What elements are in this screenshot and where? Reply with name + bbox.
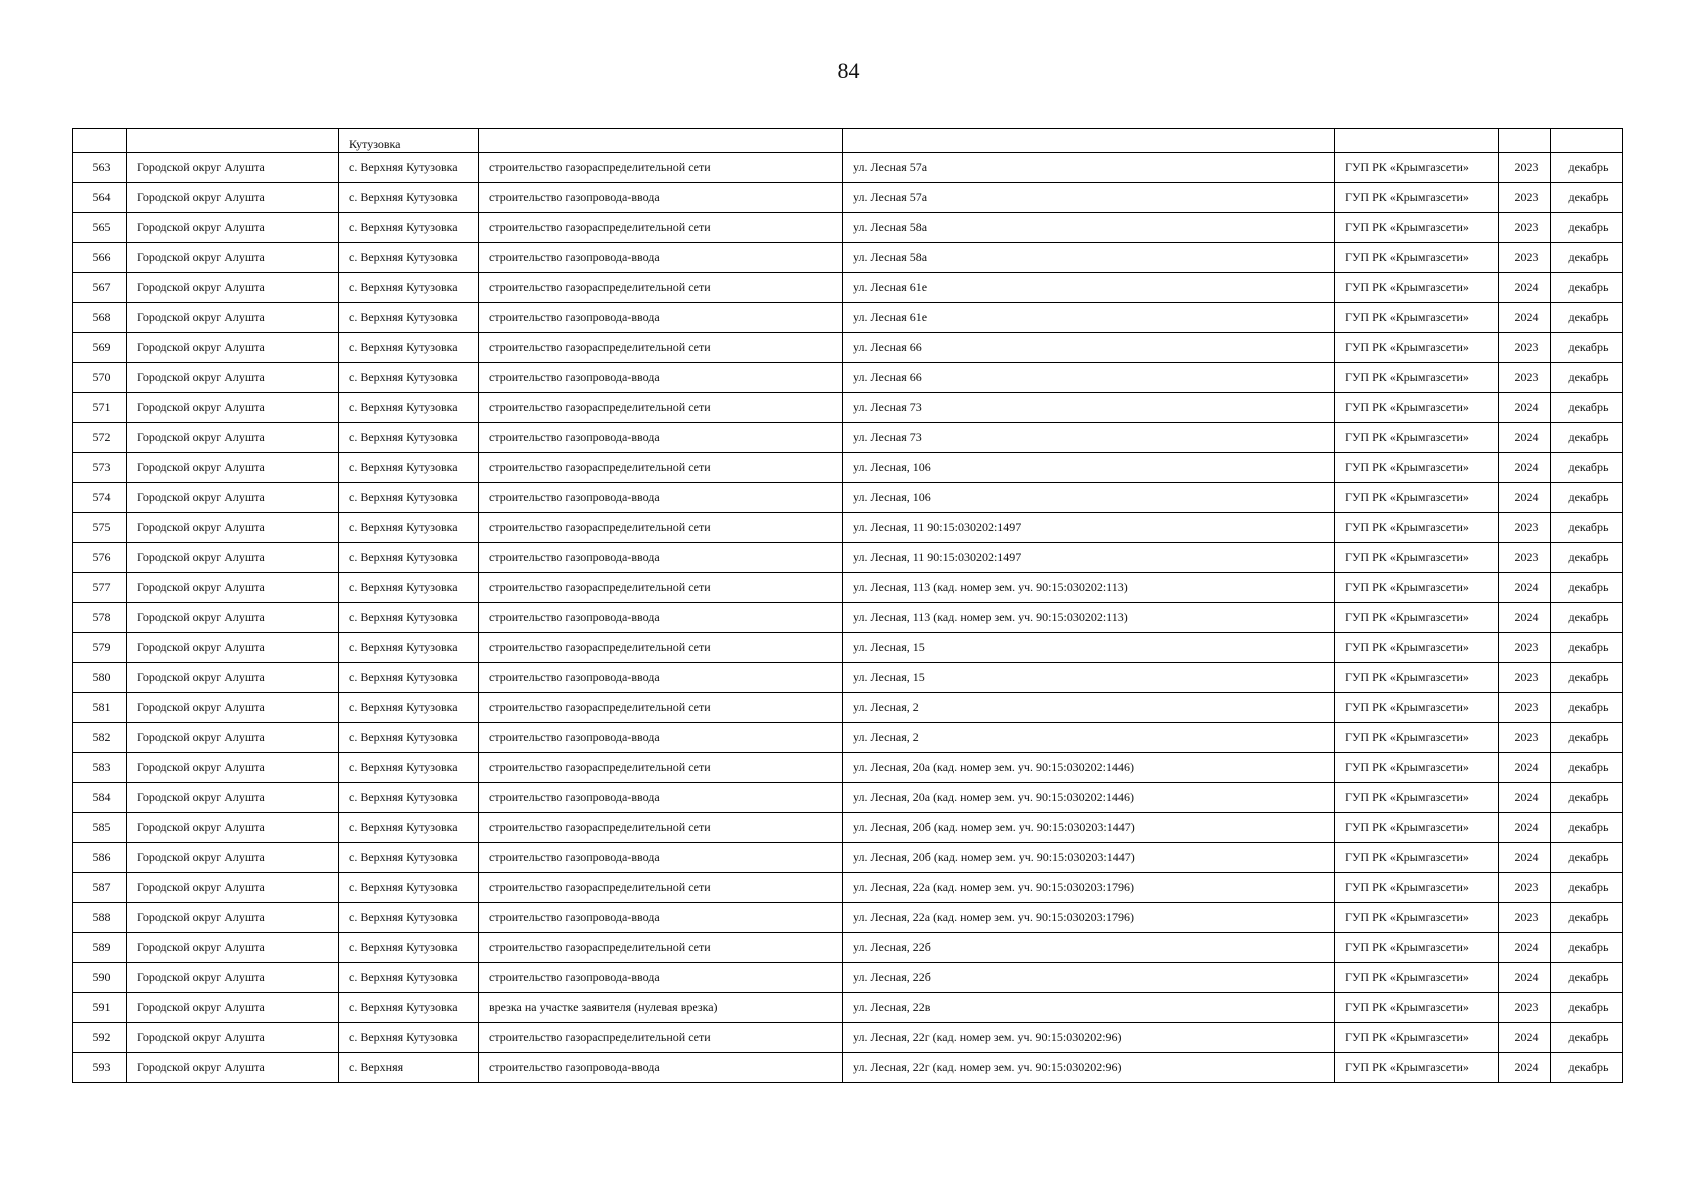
cell-year: 2024 bbox=[1499, 963, 1551, 993]
cell-year: 2023 bbox=[1499, 873, 1551, 903]
cell-month: декабрь bbox=[1551, 873, 1623, 903]
cell-district: Городской округ Алушта bbox=[127, 453, 339, 483]
cell-year: 2023 bbox=[1499, 993, 1551, 1023]
cell-num: 585 bbox=[73, 813, 127, 843]
cell-address: ул. Лесная 58а bbox=[843, 213, 1335, 243]
table-row bbox=[73, 543, 1623, 573]
cell-district: Городской округ Алушта bbox=[127, 1023, 339, 1053]
cell-organization: ГУП РК «Крымгазсети» bbox=[1335, 1023, 1499, 1053]
cell-work: строительство газопровода-ввода bbox=[479, 243, 843, 273]
cell-work bbox=[479, 129, 843, 153]
cell-year: 2024 bbox=[1499, 483, 1551, 513]
cell-num: 567 bbox=[73, 273, 127, 303]
cell-month: декабрь bbox=[1551, 693, 1623, 723]
cell-month: декабрь bbox=[1551, 783, 1623, 813]
cell-organization: ГУП РК «Крымгазсети» bbox=[1335, 783, 1499, 813]
cell-address: ул. Лесная, 22г (кад. номер зем. уч. 90:15:030202:96) bbox=[843, 1023, 1335, 1053]
cell-month: декабрь bbox=[1551, 183, 1623, 213]
cell-district: Городской округ Алушта bbox=[127, 483, 339, 513]
cell-num: 591 bbox=[73, 993, 127, 1023]
cell-location: с. Верхняя Кутузовка bbox=[339, 813, 479, 843]
cell-year: 2023 bbox=[1499, 153, 1551, 183]
cell-month: декабрь bbox=[1551, 543, 1623, 573]
cell-district: Городской округ Алушта bbox=[127, 303, 339, 333]
cell-year: 2023 bbox=[1499, 663, 1551, 693]
table-row bbox=[73, 393, 1623, 423]
cell-work: строительство газопровода-ввода bbox=[479, 783, 843, 813]
cell-organization: ГУП РК «Крымгазсети» bbox=[1335, 663, 1499, 693]
cell-month: декабрь bbox=[1551, 573, 1623, 603]
table-row bbox=[73, 963, 1623, 993]
cell-year: 2024 bbox=[1499, 453, 1551, 483]
cell-location: с. Верхняя Кутузовка bbox=[339, 963, 479, 993]
cell-location: с. Верхняя Кутузовка bbox=[339, 393, 479, 423]
cell-district: Городской округ Алушта bbox=[127, 993, 339, 1023]
cell-address: ул. Лесная 58а bbox=[843, 243, 1335, 273]
cell-month: декабрь bbox=[1551, 633, 1623, 663]
cell-work: строительство газопровода-ввода bbox=[479, 723, 843, 753]
cell-organization: ГУП РК «Крымгазсети» bbox=[1335, 483, 1499, 513]
cell-work: строительство газопровода-ввода bbox=[479, 303, 843, 333]
table-row bbox=[73, 693, 1623, 723]
cell-district: Городской округ Алушта bbox=[127, 663, 339, 693]
cell-location: с. Верхняя Кутузовка bbox=[339, 543, 479, 573]
cell-year: 2023 bbox=[1499, 903, 1551, 933]
cell-address: ул. Лесная, 113 (кад. номер зем. уч. 90:15:030202:113) bbox=[843, 573, 1335, 603]
cell-year: 2024 bbox=[1499, 843, 1551, 873]
cell-district: Городской округ Алушта bbox=[127, 753, 339, 783]
cell-num: 587 bbox=[73, 873, 127, 903]
cell-year: 2024 bbox=[1499, 783, 1551, 813]
cell-address: ул. Лесная 66 bbox=[843, 333, 1335, 363]
cell-work: строительство газопровода-ввода bbox=[479, 483, 843, 513]
cell-location: с. Верхняя Кутузовка bbox=[339, 753, 479, 783]
table-row bbox=[73, 573, 1623, 603]
cell-address: ул. Лесная, 15 bbox=[843, 633, 1335, 663]
cell-num: 590 bbox=[73, 963, 127, 993]
cell-work: строительство газопровода-ввода bbox=[479, 843, 843, 873]
cell-organization: ГУП РК «Крымгазсети» bbox=[1335, 453, 1499, 483]
cell-num: 574 bbox=[73, 483, 127, 513]
cell-year: 2024 bbox=[1499, 393, 1551, 423]
cell-num: 575 bbox=[73, 513, 127, 543]
table-row bbox=[73, 873, 1623, 903]
cell-num: 580 bbox=[73, 663, 127, 693]
cell-num: 568 bbox=[73, 303, 127, 333]
cell-district bbox=[127, 129, 339, 153]
cell-address: ул. Лесная, 11 90:15:030202:1497 bbox=[843, 543, 1335, 573]
cell-address: ул. Лесная, 20б (кад. номер зем. уч. 90:15:030203:1447) bbox=[843, 813, 1335, 843]
cell-year: 2023 bbox=[1499, 183, 1551, 213]
cell-organization: ГУП РК «Крымгазсети» bbox=[1335, 363, 1499, 393]
cell-address: ул. Лесная, 2 bbox=[843, 723, 1335, 753]
cell-num: 588 bbox=[73, 903, 127, 933]
cell-address: ул. Лесная 61е bbox=[843, 273, 1335, 303]
cell-organization: ГУП РК «Крымгазсети» bbox=[1335, 723, 1499, 753]
table-row bbox=[73, 813, 1623, 843]
table-row bbox=[73, 483, 1623, 513]
table-row bbox=[73, 843, 1623, 873]
cell-work: строительство газопровода-ввода bbox=[479, 903, 843, 933]
cell-address: ул. Лесная, 22а (кад. номер зем. уч. 90:15:030203:1796) bbox=[843, 873, 1335, 903]
cell-district: Городской округ Алушта bbox=[127, 903, 339, 933]
cell-address: ул. Лесная 66 bbox=[843, 363, 1335, 393]
cell-month: декабрь bbox=[1551, 753, 1623, 783]
table-row bbox=[73, 903, 1623, 933]
cell-location: с. Верхняя Кутузовка bbox=[339, 453, 479, 483]
cell-work: строительство газораспределительной сети bbox=[479, 453, 843, 483]
table-row bbox=[73, 633, 1623, 663]
cell-organization: ГУП РК «Крымгазсети» bbox=[1335, 153, 1499, 183]
cell-work: строительство газопровода-ввода bbox=[479, 963, 843, 993]
cell-organization: ГУП РК «Крымгазсети» bbox=[1335, 843, 1499, 873]
cell-district: Городской округ Алушта bbox=[127, 423, 339, 453]
cell-location: с. Верхняя Кутузовка bbox=[339, 723, 479, 753]
cell-month: декабрь bbox=[1551, 603, 1623, 633]
cell-organization: ГУП РК «Крымгазсети» bbox=[1335, 213, 1499, 243]
cell-organization: ГУП РК «Крымгазсети» bbox=[1335, 753, 1499, 783]
cell-organization: ГУП РК «Крымгазсети» bbox=[1335, 813, 1499, 843]
cell-num: 577 bbox=[73, 573, 127, 603]
cell-organization: ГУП РК «Крымгазсети» bbox=[1335, 393, 1499, 423]
cell-num: 579 bbox=[73, 633, 127, 663]
cell-year: 2024 bbox=[1499, 603, 1551, 633]
cell-organization: ГУП РК «Крымгазсети» bbox=[1335, 993, 1499, 1023]
cell-organization: ГУП РК «Крымгазсети» bbox=[1335, 603, 1499, 633]
cell-address: ул. Лесная, 2 bbox=[843, 693, 1335, 723]
cell-address: ул. Лесная, 20а (кад. номер зем. уч. 90:15:030202:1446) bbox=[843, 753, 1335, 783]
cell-num: 593 bbox=[73, 1053, 127, 1083]
cell-year: 2024 bbox=[1499, 423, 1551, 453]
cell-location: с. Верхняя Кутузовка bbox=[339, 303, 479, 333]
table-row bbox=[73, 213, 1623, 243]
cell-organization: ГУП РК «Крымгазсети» bbox=[1335, 933, 1499, 963]
cell-location: с. Верхняя Кутузовка bbox=[339, 693, 479, 723]
cell-month: декабрь bbox=[1551, 153, 1623, 183]
cell-organization: ГУП РК «Крымгазсети» bbox=[1335, 333, 1499, 363]
cell-month: декабрь bbox=[1551, 1023, 1623, 1053]
cell-month: декабрь bbox=[1551, 333, 1623, 363]
cell-month: декабрь bbox=[1551, 423, 1623, 453]
cell-work: строительство газораспределительной сети bbox=[479, 213, 843, 243]
cell-num: 584 bbox=[73, 783, 127, 813]
cell-month: декабрь bbox=[1551, 213, 1623, 243]
cell-location: с. Верхняя Кутузовка bbox=[339, 783, 479, 813]
cell-address: ул. Лесная, 106 bbox=[843, 453, 1335, 483]
cell-num: 564 bbox=[73, 183, 127, 213]
cell-month: декабрь bbox=[1551, 723, 1623, 753]
cell-address: ул. Лесная, 22в bbox=[843, 993, 1335, 1023]
cell-district: Городской округ Алушта bbox=[127, 813, 339, 843]
cell-work: строительство газопровода-ввода bbox=[479, 1053, 843, 1083]
cell-month: декабрь bbox=[1551, 363, 1623, 393]
table-row bbox=[73, 783, 1623, 813]
cell-num: 563 bbox=[73, 153, 127, 183]
cell-organization: ГУП РК «Крымгазсети» bbox=[1335, 273, 1499, 303]
cell-month: декабрь bbox=[1551, 903, 1623, 933]
cell-work: строительство газораспределительной сети bbox=[479, 393, 843, 423]
cell-year: 2023 bbox=[1499, 243, 1551, 273]
cell-month bbox=[1551, 129, 1623, 153]
cell-district: Городской округ Алушта bbox=[127, 243, 339, 273]
cell-year bbox=[1499, 129, 1551, 153]
cell-year: 2023 bbox=[1499, 363, 1551, 393]
cell-location: с. Верхняя Кутузовка bbox=[339, 933, 479, 963]
cell-year: 2024 bbox=[1499, 933, 1551, 963]
cell-district: Городской округ Алушта bbox=[127, 693, 339, 723]
table-row bbox=[73, 153, 1623, 183]
cell-location: с. Верхняя Кутузовка bbox=[339, 213, 479, 243]
cell-location: с. Верхняя Кутузовка bbox=[339, 903, 479, 933]
cell-month: декабрь bbox=[1551, 483, 1623, 513]
table-row bbox=[73, 243, 1623, 273]
cell-num: 592 bbox=[73, 1023, 127, 1053]
cell-month: декабрь bbox=[1551, 813, 1623, 843]
cell-num: 583 bbox=[73, 753, 127, 783]
table-row bbox=[73, 333, 1623, 363]
cell-district: Городской округ Алушта bbox=[127, 633, 339, 663]
table-row bbox=[73, 423, 1623, 453]
cell-month: декабрь bbox=[1551, 243, 1623, 273]
cell-year: 2023 bbox=[1499, 333, 1551, 363]
cell-location: с. Верхняя Кутузовка bbox=[339, 603, 479, 633]
cell-work: строительство газопровода-ввода bbox=[479, 423, 843, 453]
cell-work: строительство газопровода-ввода bbox=[479, 363, 843, 393]
cell-work: строительство газораспределительной сети bbox=[479, 573, 843, 603]
cell-location: с. Верхняя bbox=[339, 1053, 479, 1083]
cell-work: строительство газопровода-ввода bbox=[479, 663, 843, 693]
cell-work: строительство газораспределительной сети bbox=[479, 753, 843, 783]
cell-num: 581 bbox=[73, 693, 127, 723]
cell-num bbox=[73, 129, 127, 153]
cell-location: с. Верхняя Кутузовка bbox=[339, 1023, 479, 1053]
cell-num: 566 bbox=[73, 243, 127, 273]
cell-month: декабрь bbox=[1551, 453, 1623, 483]
cell-num: 570 bbox=[73, 363, 127, 393]
cell-organization: ГУП РК «Крымгазсети» bbox=[1335, 573, 1499, 603]
cell-num: 582 bbox=[73, 723, 127, 753]
table-row bbox=[73, 1023, 1623, 1053]
cell-num: 589 bbox=[73, 933, 127, 963]
table-row bbox=[73, 933, 1623, 963]
cell-location: с. Верхняя Кутузовка bbox=[339, 663, 479, 693]
cell-year: 2024 bbox=[1499, 273, 1551, 303]
cell-year: 2024 bbox=[1499, 303, 1551, 333]
cell-address bbox=[843, 129, 1335, 153]
cell-year: 2023 bbox=[1499, 693, 1551, 723]
cell-work: строительство газораспределительной сети bbox=[479, 333, 843, 363]
cell-address: ул. Лесная, 22б bbox=[843, 933, 1335, 963]
cell-year: 2024 bbox=[1499, 753, 1551, 783]
cell-location: с. Верхняя Кутузовка bbox=[339, 243, 479, 273]
cell-location: с. Верхняя Кутузовка bbox=[339, 993, 479, 1023]
table-row bbox=[73, 183, 1623, 213]
cell-num: 573 bbox=[73, 453, 127, 483]
cell-district: Городской округ Алушта bbox=[127, 723, 339, 753]
cell-work: строительство газопровода-ввода bbox=[479, 183, 843, 213]
cell-address: ул. Лесная 57а bbox=[843, 183, 1335, 213]
cell-num: 572 bbox=[73, 423, 127, 453]
cell-organization: ГУП РК «Крымгазсети» bbox=[1335, 1053, 1499, 1083]
cell-location: с. Верхняя Кутузовка bbox=[339, 483, 479, 513]
cell-month: декабрь bbox=[1551, 513, 1623, 543]
cell-district: Городской округ Алушта bbox=[127, 573, 339, 603]
cell-address: ул. Лесная, 20а (кад. номер зем. уч. 90:15:030202:1446) bbox=[843, 783, 1335, 813]
cell-location: с. Верхняя Кутузовка bbox=[339, 873, 479, 903]
cell-district: Городской округ Алушта bbox=[127, 843, 339, 873]
cell-address: ул. Лесная, 106 bbox=[843, 483, 1335, 513]
cell-work: строительство газораспределительной сети bbox=[479, 633, 843, 663]
cell-year: 2024 bbox=[1499, 1053, 1551, 1083]
cell-year: 2023 bbox=[1499, 513, 1551, 543]
table-body bbox=[73, 129, 1623, 1083]
cell-address: ул. Лесная, 22а (кад. номер зем. уч. 90:15:030203:1796) bbox=[843, 903, 1335, 933]
cell-num: 569 bbox=[73, 333, 127, 363]
cell-work: строительство газораспределительной сети bbox=[479, 693, 843, 723]
cell-address: ул. Лесная 73 bbox=[843, 393, 1335, 423]
cell-district: Городской округ Алушта bbox=[127, 333, 339, 363]
cell-year: 2023 bbox=[1499, 723, 1551, 753]
cell-num: 565 bbox=[73, 213, 127, 243]
cell-address: ул. Лесная, 11 90:15:030202:1497 bbox=[843, 513, 1335, 543]
table-row bbox=[73, 513, 1623, 543]
cell-district: Городской округ Алушта bbox=[127, 873, 339, 903]
table-row bbox=[73, 723, 1623, 753]
cell-organization: ГУП РК «Крымгазсети» bbox=[1335, 183, 1499, 213]
cell-year: 2024 bbox=[1499, 813, 1551, 843]
cell-district: Городской округ Алушта bbox=[127, 933, 339, 963]
cell-organization: ГУП РК «Крымгазсети» bbox=[1335, 243, 1499, 273]
cell-month: декабрь bbox=[1551, 303, 1623, 333]
cell-month: декабрь bbox=[1551, 663, 1623, 693]
cell-work: строительство газораспределительной сети bbox=[479, 153, 843, 183]
cell-address: ул. Лесная, 15 bbox=[843, 663, 1335, 693]
cell-address: ул. Лесная 61е bbox=[843, 303, 1335, 333]
cell-year: 2024 bbox=[1499, 573, 1551, 603]
cell-district: Городской округ Алушта bbox=[127, 393, 339, 423]
cell-work: врезка на участке заявителя (нулевая врезка) bbox=[479, 993, 843, 1023]
cell-district: Городской округ Алушта bbox=[127, 543, 339, 573]
cell-address: ул. Лесная 57а bbox=[843, 153, 1335, 183]
cell-location: с. Верхняя Кутузовка bbox=[339, 513, 479, 543]
cell-address: ул. Лесная, 113 (кад. номер зем. уч. 90:15:030202:113) bbox=[843, 603, 1335, 633]
cell-num: 586 bbox=[73, 843, 127, 873]
cell-location: с. Верхняя Кутузовка bbox=[339, 633, 479, 663]
cell-organization: ГУП РК «Крымгазсети» bbox=[1335, 903, 1499, 933]
table-row bbox=[73, 663, 1623, 693]
cell-work: строительство газораспределительной сети bbox=[479, 813, 843, 843]
cell-location: с. Верхняя Кутузовка bbox=[339, 573, 479, 603]
cell-organization: ГУП РК «Крымгазсети» bbox=[1335, 423, 1499, 453]
table-row bbox=[73, 273, 1623, 303]
cell-organization: ГУП РК «Крымгазсети» bbox=[1335, 873, 1499, 903]
cell-num: 576 bbox=[73, 543, 127, 573]
continuation-row bbox=[73, 129, 1623, 153]
cell-work: строительство газопровода-ввода bbox=[479, 603, 843, 633]
cell-month: декабрь bbox=[1551, 393, 1623, 423]
cell-month: декабрь bbox=[1551, 963, 1623, 993]
cell-num: 571 bbox=[73, 393, 127, 423]
cell-work: строительство газораспределительной сети bbox=[479, 1023, 843, 1053]
cell-district: Городской округ Алушта bbox=[127, 273, 339, 303]
cell-organization: ГУП РК «Крымгазсети» bbox=[1335, 633, 1499, 663]
cell-work: строительство газораспределительной сети bbox=[479, 873, 843, 903]
cell-location: с. Верхняя Кутузовка bbox=[339, 273, 479, 303]
cell-year: 2023 bbox=[1499, 633, 1551, 663]
cell-district: Городской округ Алушта bbox=[127, 513, 339, 543]
table-row bbox=[73, 453, 1623, 483]
table-row bbox=[73, 1053, 1623, 1083]
cell-location: с. Верхняя Кутузовка bbox=[339, 333, 479, 363]
cell-district: Городской округ Алушта bbox=[127, 183, 339, 213]
table-row bbox=[73, 753, 1623, 783]
cell-location: с. Верхняя Кутузовка bbox=[339, 183, 479, 213]
table-row bbox=[73, 603, 1623, 633]
cell-location: Кутузовка bbox=[339, 129, 479, 153]
cell-work: строительство газораспределительной сети bbox=[479, 933, 843, 963]
cell-address: ул. Лесная, 22г (кад. номер зем. уч. 90:15:030202:96) bbox=[843, 1053, 1335, 1083]
cell-year: 2023 bbox=[1499, 213, 1551, 243]
cell-address: ул. Лесная, 20б (кад. номер зем. уч. 90:15:030203:1447) bbox=[843, 843, 1335, 873]
cell-work: строительство газопровода-ввода bbox=[479, 543, 843, 573]
cell-location: с. Верхняя Кутузовка bbox=[339, 843, 479, 873]
cell-month: декабрь bbox=[1551, 1053, 1623, 1083]
cell-organization: ГУП РК «Крымгазсети» bbox=[1335, 693, 1499, 723]
cell-district: Городской округ Алушта bbox=[127, 1053, 339, 1083]
table-row bbox=[73, 303, 1623, 333]
cell-organization: ГУП РК «Крымгазсети» bbox=[1335, 543, 1499, 573]
cell-district: Городской округ Алушта bbox=[127, 963, 339, 993]
cell-address: ул. Лесная, 22б bbox=[843, 963, 1335, 993]
cell-district: Городской округ Алушта bbox=[127, 213, 339, 243]
cell-month: декабрь bbox=[1551, 843, 1623, 873]
cell-location: с. Верхняя Кутузовка bbox=[339, 423, 479, 453]
cell-month: декабрь bbox=[1551, 933, 1623, 963]
cell-district: Городской округ Алушта bbox=[127, 153, 339, 183]
cell-work: строительство газораспределительной сети bbox=[479, 513, 843, 543]
cell-organization bbox=[1335, 129, 1499, 153]
cell-organization: ГУП РК «Крымгазсети» bbox=[1335, 303, 1499, 333]
cell-month: декабрь bbox=[1551, 993, 1623, 1023]
cell-year: 2024 bbox=[1499, 1023, 1551, 1053]
cell-location: с. Верхняя Кутузовка bbox=[339, 153, 479, 183]
cell-district: Городской округ Алушта bbox=[127, 603, 339, 633]
cell-district: Городской округ Алушта bbox=[127, 783, 339, 813]
cell-district: Городской округ Алушта bbox=[127, 363, 339, 393]
cell-num: 578 bbox=[73, 603, 127, 633]
page-number: 84 bbox=[837, 58, 860, 83]
table-row bbox=[73, 993, 1623, 1023]
cell-organization: ГУП РК «Крымгазсети» bbox=[1335, 963, 1499, 993]
cell-year: 2023 bbox=[1499, 543, 1551, 573]
table-row bbox=[73, 363, 1623, 393]
cell-address: ул. Лесная 73 bbox=[843, 423, 1335, 453]
cell-work: строительство газораспределительной сети bbox=[479, 273, 843, 303]
gasification-table bbox=[72, 128, 1623, 1083]
cell-month: декабрь bbox=[1551, 273, 1623, 303]
cell-organization: ГУП РК «Крымгазсети» bbox=[1335, 513, 1499, 543]
cell-location: с. Верхняя Кутузовка bbox=[339, 363, 479, 393]
